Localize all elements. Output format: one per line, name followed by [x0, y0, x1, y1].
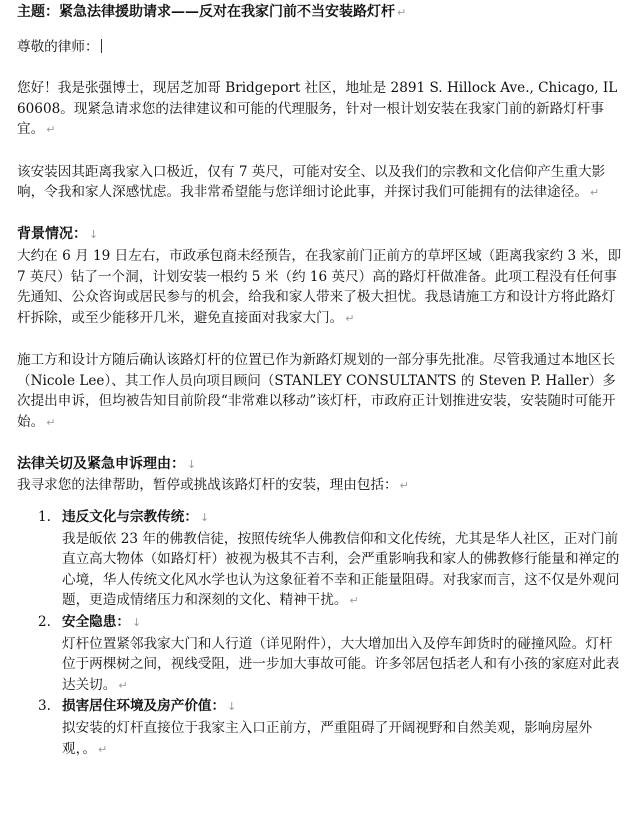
item-title	[62, 696, 623, 718]
legal-heading	[17, 454, 623, 476]
paragraph-mark: ↵	[46, 415, 56, 429]
item-body-text: 拟安装的灯杆直接位于我家主入口正前方，严重阻碍了开阔视野和自然美观，影响房屋外观，。	[62, 720, 593, 757]
legal-intro	[17, 475, 623, 497]
item-body-text: 我是皈依 23 年的佛教信徒，按照传统华人佛教信仰和文化传统，尤其是华人社区，正对门前直立高大物体（如路灯杆）被视为极其不吉利，会严重影响我和家人的佛教修行能量和禅定的心境，华人传统文化风水学也认为这象征着不幸和正能量阻碍。对我家而言，这不仅是外观问题，更造成情绪压力和深刻的文化、精神干扰。	[62, 530, 620, 609]
paragraph-mark: ↵	[118, 678, 128, 692]
salutation	[17, 37, 623, 58]
reasons-list	[17, 507, 623, 760]
background-text-2: 施工方和设计方随后确认该路灯杆的位置已作为新路灯规划的一部分事先批准。尽管我通过本地区长（Nicole Lee）、其工作人员向项目顾问（STANLEY CONSULTANTS 的 Steven P. Haller）多次提出申诉，但均被告知目前阶段“非常难以移动”该灯杆，市政府正计划推进安装，安装随时可能开始。	[17, 351, 616, 430]
line-break-mark: ↓	[131, 616, 142, 630]
background-paragraph-1	[17, 246, 623, 329]
item-body	[62, 529, 623, 612]
salutation-text: 尊敬的律师：	[17, 39, 99, 55]
line-break-mark: ↓	[89, 228, 99, 242]
background-heading-text: 背景情况：	[17, 226, 87, 243]
paragraph-mark: ↵	[97, 742, 108, 756]
subject-text: 主题：紧急法律援助请求——反对在我家门前不当安装路灯杆	[17, 4, 395, 20]
concern-text: 该安装因其距离我家入口极近，仅有 7 英尺，可能对安全、以及我们的宗教和文化信仰产生重大影响，令我和家人深感忧虑。我非常希望能与您详细讨论此事，并探讨我们可能拥有的法律途径。	[17, 163, 606, 201]
item-body	[62, 718, 623, 760]
subject-line	[17, 2, 623, 23]
intro-paragraph	[17, 78, 623, 141]
line-break-mark: ↓	[187, 457, 197, 471]
item-title	[62, 507, 623, 529]
background-text-1: 大约在 6 月 19 日左右，市政承包商未经预告，在我家前门正前方的草坪区域（距离我家约 3 米，即 7 英尺）钻了一个洞，计划安装一根约 5 米（约 16 英尺）高的路灯杆做准备。此项工程没有任何事先通知、公众咨询或居民参与的机会，给我和家人带来了极大担忧。我恳请施工方和设计方将此路灯杆拆除，或至少能移开几米，避免直接面对我家大门。	[17, 247, 622, 326]
item-number: 1.	[38, 509, 51, 526]
item-body	[62, 634, 623, 697]
background-heading	[17, 224, 623, 246]
concern-paragraph	[17, 162, 623, 204]
item-title-text: 违反文化与宗教传统：	[62, 509, 198, 526]
background-paragraph-2	[17, 350, 623, 433]
intro-text: 您好！我是张强博士，现居芝加哥 Bridgeport 社区，地址是 2891 S. Hillock Ave., Chicago, IL 60608。现紧急请求您的法律建议和可能的代理服务，针对一根计划安装在我家门前的新路灯杆事宜。	[17, 80, 618, 138]
paragraph-mark: ↵	[349, 594, 359, 608]
paragraph-mark: ↵	[345, 311, 355, 325]
line-break-mark: ↓	[199, 511, 210, 525]
item-title	[62, 612, 623, 634]
list-item	[17, 507, 623, 612]
line-break-mark: ↓	[227, 700, 237, 714]
legal-intro-text: 我寻求您的法律帮助，暂停或挑战该路灯杆的安装，理由包括：	[17, 477, 398, 494]
paragraph-mark: ↵	[46, 123, 56, 137]
paragraph-mark: ↵	[589, 186, 600, 200]
item-body-text: 灯杆位置紧邻我家大门和人行道（详见附件），大大增加出入及停车卸货时的碰撞风险。灯杆位于两棵树之间，视线受阻，进一步加大事故可能。许多邻居包括老人和有小孩的家庭对此表达关切。	[62, 635, 620, 693]
list-item	[17, 612, 623, 696]
item-number: 2.	[38, 614, 51, 631]
legal-heading-text: 法律关切及紧急申诉理由：	[17, 455, 185, 472]
paragraph-mark: ↵	[397, 6, 407, 19]
item-title-text: 损害居住环境及房产价值：	[62, 698, 226, 715]
list-item	[17, 696, 623, 760]
item-number: 3.	[38, 698, 51, 715]
paragraph-mark: ↵	[399, 479, 409, 493]
item-title-text: 安全隐患：	[62, 614, 130, 631]
text-cursor	[101, 39, 102, 53]
